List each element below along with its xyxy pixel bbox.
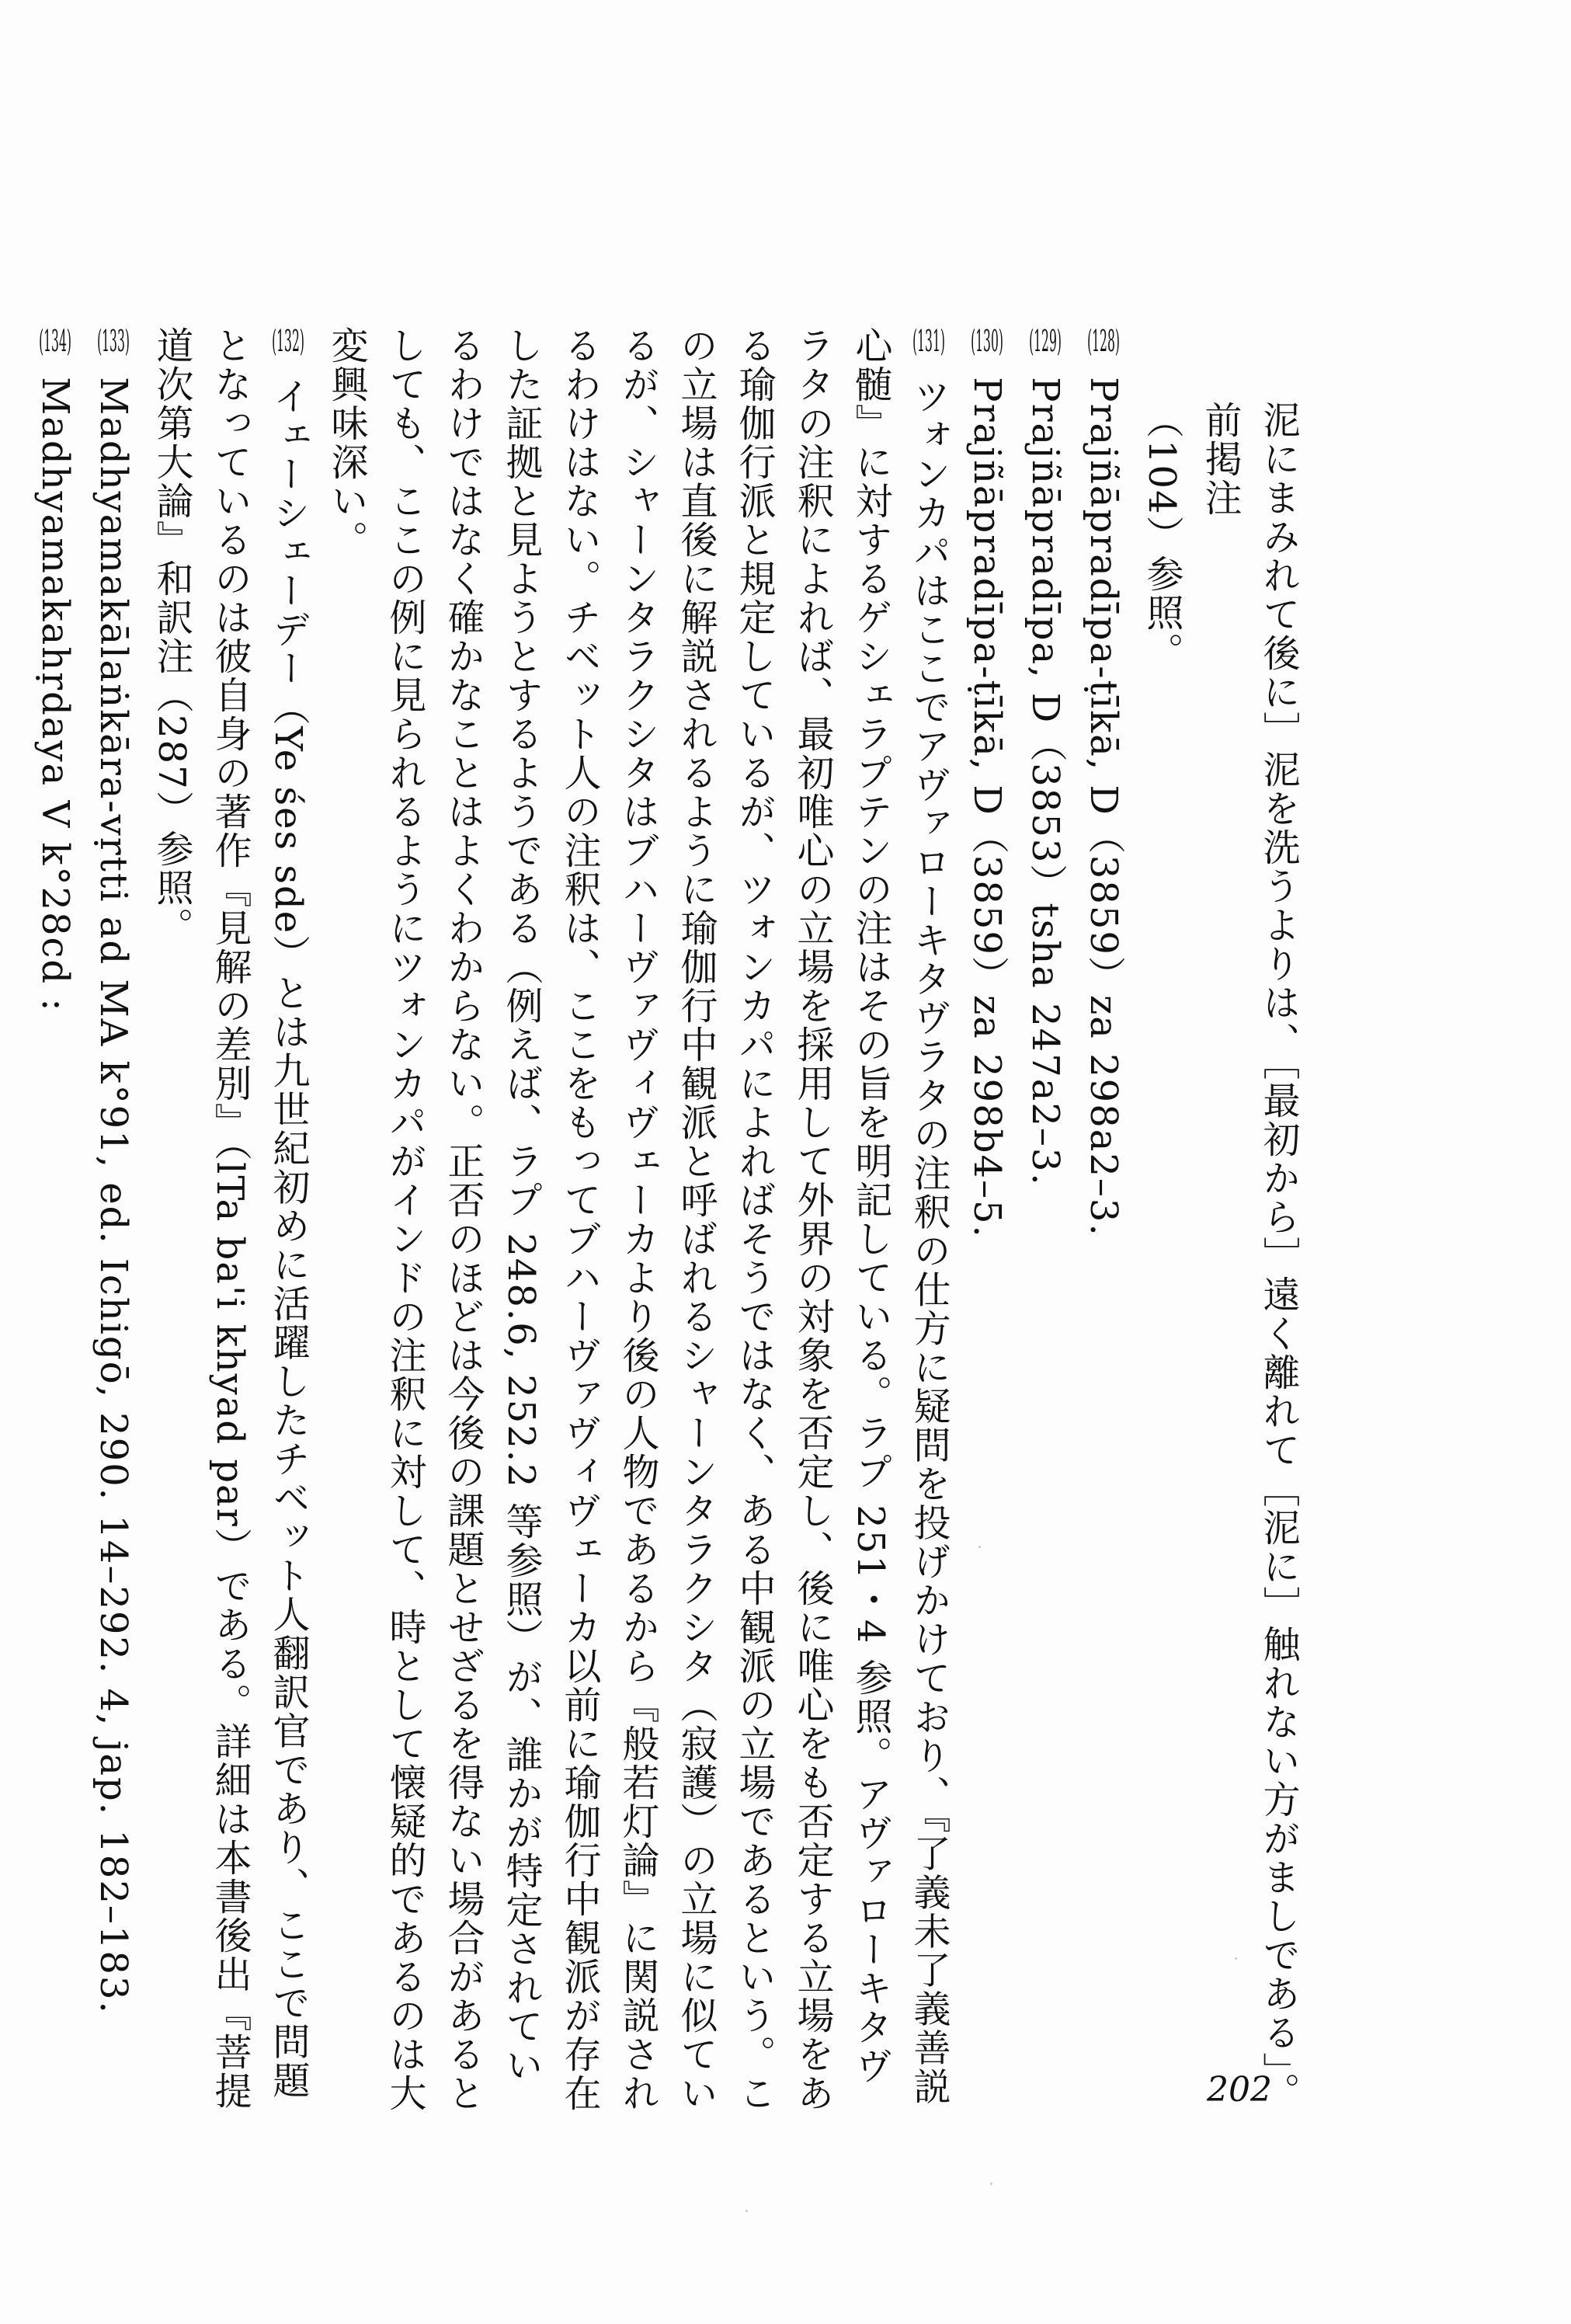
- speck: [1235, 1957, 1237, 1960]
- note-text: Prajñāpradīpa, D（3853）tsha 247a2–3.: [1024, 377, 1067, 1187]
- note-number: (130): [971, 326, 1003, 356]
- note-number: (128): [1087, 326, 1120, 356]
- note-number: (133): [97, 326, 130, 356]
- note-number: (131): [912, 326, 945, 356]
- endnotes-column-block: [26, 326, 1307, 2113]
- endnote-128: [1074, 326, 1132, 2113]
- endnote-129: [1016, 326, 1074, 2113]
- note-text: イェーシェーデー（Ye śes sde）とは九世紀初めに活躍したチベット人翻訳官であり、ここで問題となっているのは彼自身の著作『見解の差別』（lTa ba'i khyad par）である。詳細は本書後出『菩提道次第大論』和訳注（287）参照。: [150, 326, 310, 2110]
- speck: [746, 2210, 748, 2212]
- note-continuation: [1132, 326, 1190, 2113]
- note-number: (132): [272, 326, 304, 356]
- speck: [978, 1546, 981, 1548]
- endnote-130: [958, 326, 1016, 2113]
- note-text: Madhyamakahṛdaya V k°28cd :: [33, 377, 77, 1013]
- note-text: Prajñāpradīpa-ṭīkā, D（3859）za 298b4–5.: [965, 377, 1009, 1239]
- note-text: Madhyamakālaṅkāra-vṛtti ad MA k°91, ed. Ichigō, 290. 14–292. 4, jap. 182–183.: [92, 377, 135, 2015]
- endnote-132: [142, 326, 317, 2113]
- endnote-131: [317, 326, 958, 2113]
- note-text: Prajñāpradīpa-ṭīkā, D（3859）za 298a2–3.: [1082, 377, 1125, 1237]
- note-text: ツォンカパはここでアヴァローキタヴラタの注釈の仕方に疑問を投げかけており、『了義未了義善説心髄』に対するゲシェラプテンの注はその旨を明記している。ラプ 251・4 参照。アヴァローキタヴラタの注釈によれば、最初唯心の立場を採用して外界の対象を否定し、後に唯心をも否定する立場をある瑜伽行派と規定しているが、ツォンカパによればそうではなく、ある中観派の立場であるという。この立場は直後に解説されるように瑜伽行中観派と呼ばれるシャーンタラクシタ（寂護）の立場に似ているが、シャーンタラクシタはブハーヴァヴィヴェーカより後の人物であるから『般若灯論』に関説されるわけはない。チベット人の注釈は、ここをもってブハーヴァヴィヴェーカ以前に瑜伽行中観派が存在した証拠と見ようとするようである（例えば、ラプ 248.6, 252.2 等参照）が、誰かが特定されているわけではなく確かなことはよくわからない。正否のほどは今後の課題とせざるを得ない場合があるとしても、ここの例に見られるようにツォンカパがインドの注釈に対して、時として懐疑的であるのは大変興味深い。: [325, 326, 951, 2113]
- endnote-133: [84, 326, 142, 2113]
- note-number: (129): [1029, 326, 1062, 356]
- speck: [990, 2183, 992, 2185]
- note-text: （104）参照。: [1140, 401, 1183, 671]
- page-number: 202: [1207, 2070, 1272, 2110]
- note-number: (134): [39, 326, 71, 356]
- note-continuation: [1190, 326, 1307, 2113]
- note-text: 泥にまみれて後に］泥を洗うよりは、［最初から］遠く離れて［泥に］触れない方がましである」。前掲注: [1198, 401, 1300, 2111]
- endnote-134: [26, 326, 84, 2113]
